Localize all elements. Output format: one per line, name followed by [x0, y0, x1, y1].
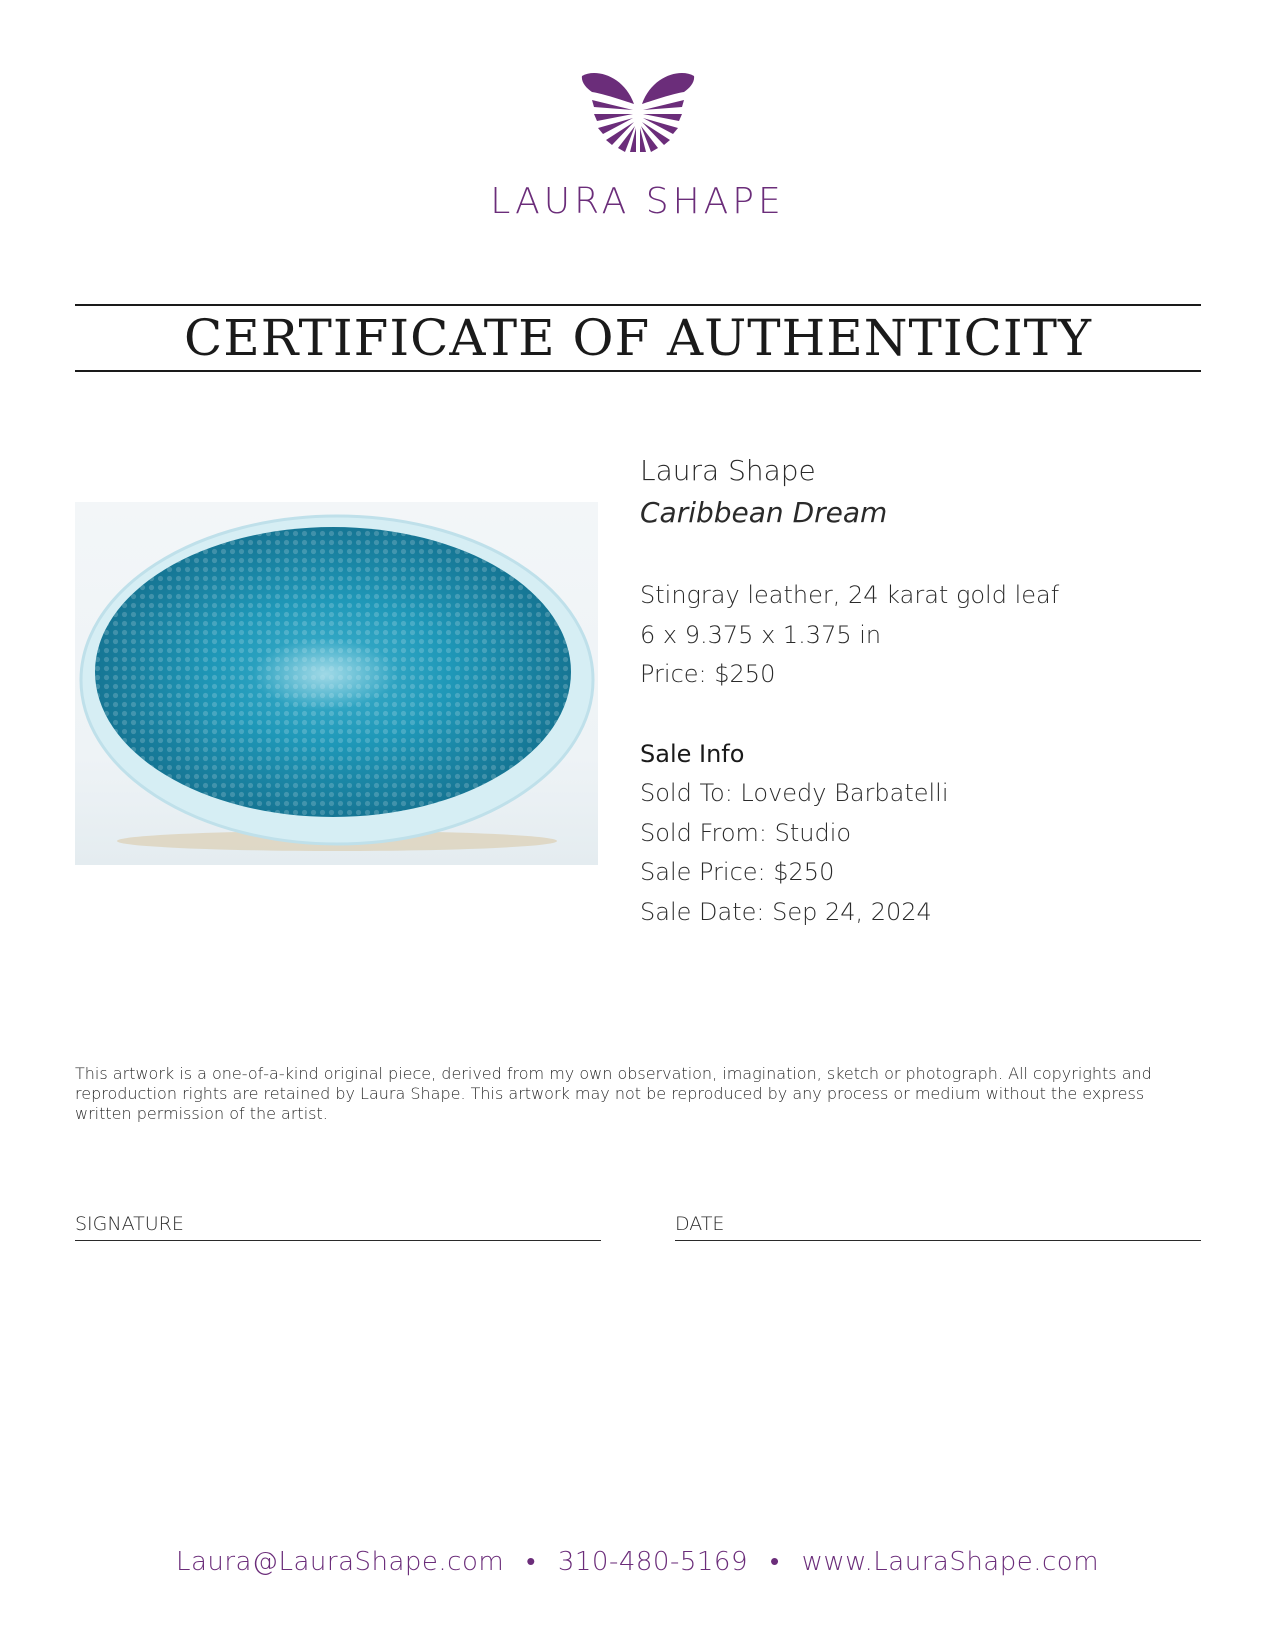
- footer-email[interactable]: Laura@LauraShape.com: [175, 1547, 505, 1577]
- brand-header: [0, 70, 1275, 220]
- brand-name: LAURA SHAPE: [490, 181, 785, 222]
- artwork-dimensions: 6 x 9.375 x 1.375 in: [640, 620, 882, 649]
- butterfly-icon: [578, 70, 698, 154]
- date-label: DATE: [675, 1213, 725, 1235]
- artwork-image: [75, 502, 598, 865]
- artwork-medium: Stingray leather, 24 karat gold leaf: [640, 581, 1060, 609]
- artwork-price: Price: $250: [640, 660, 776, 688]
- sold-from: Sold From: Studio: [640, 818, 852, 847]
- sale-price: Sale Price: $250: [640, 858, 835, 886]
- title-band: [75, 304, 1201, 372]
- artwork-title: Caribbean Dream: [640, 496, 888, 529]
- copyright-disclaimer: This artwork is a one-of-a-kind original piece, derived from my own observation, imagination, sketch or photograph. All copyrights and reproduction rights are retained by Laura Shape. This artwork may not be reproduced by any process or medium without the express written permission of the artist.: [75, 1064, 1152, 1123]
- footer-separator: •: [526, 1547, 536, 1577]
- sold-to: Sold To: Lovedy Barbatelli: [640, 779, 949, 807]
- footer-website[interactable]: www.LauraShape.com: [801, 1547, 1100, 1577]
- contact-footer: [0, 1544, 1275, 1580]
- artwork-photo: [75, 502, 598, 865]
- date-line[interactable]: [675, 1212, 1201, 1241]
- footer-phone[interactable]: 310-480-5169: [557, 1547, 749, 1577]
- artist-name: Laura Shape: [640, 454, 816, 487]
- signature-line[interactable]: [75, 1212, 601, 1241]
- footer-separator: •: [770, 1547, 780, 1577]
- sale-info-heading: Sale Info: [640, 739, 745, 768]
- signature-label: SIGNATURE: [75, 1213, 184, 1235]
- certificate-title: CERTIFICATE OF AUTHENTICITY: [184, 309, 1092, 367]
- sale-date: Sale Date: Sep 24, 2024: [640, 897, 932, 926]
- artwork-details: [640, 450, 1200, 932]
